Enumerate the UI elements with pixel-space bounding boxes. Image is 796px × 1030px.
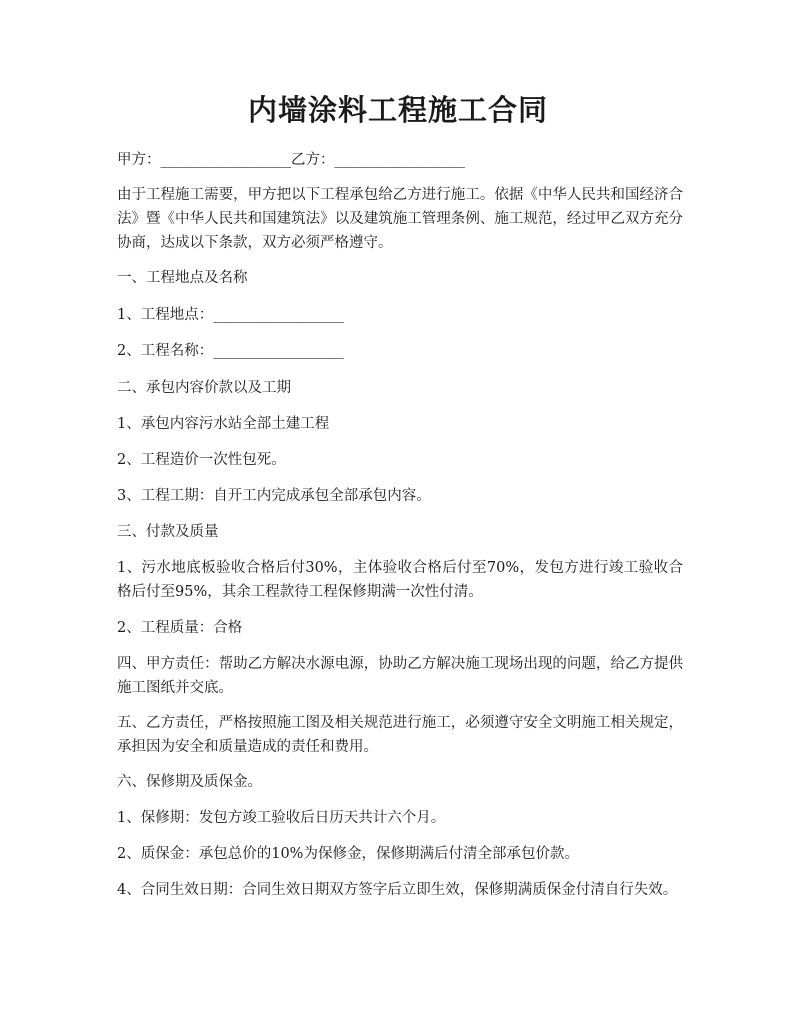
party-b-blank: __________________ (334, 152, 465, 168)
section-6-item-4: 4、合同生效日期：合同生效日期双方签字后立即生效，保修期满质保金付清自行失效。 (117, 882, 678, 898)
section-5-paragraph: 五、乙方责任，严格按照施工图及相关规范进行施工，必须遵守安全文明施工相关规定，承担因为安全和质量造成的责任和费用。 (117, 715, 683, 755)
section-3-heading: 三、付款及质量 (117, 524, 219, 540)
party-a-blank: __________________ (160, 152, 291, 168)
intro-paragraph: 由于工程施工需要，甲方把以下工程承包给乙方进行施工。依据《中华人民共和国经济合法》暨《中华人民共和国建筑法》以及建筑施工管理条例、施工规范，经过甲乙双方充分协商，达成以下条款，双方必须严格遵守。 (117, 187, 683, 251)
section-2-item-3: 3、工程工期：自开工内完成承包全部承包内容。 (117, 488, 431, 504)
section-1-item-1 (117, 303, 683, 327)
section-6-item-2: 2、质保金：承包总价的10%为保修金，保修期满后付清全部承包价款。 (117, 846, 579, 862)
project-name-label: 2、工程名称： (117, 343, 214, 359)
project-name-blank: __________________ (213, 343, 344, 359)
section-3-item-1: 1、污水地底板验收合格后付30%，主体验收合格后付至70%，发包方进行竣工验收合格后付至95%，其余工程款待工程保修期满一次性付清。 (117, 560, 683, 600)
party-b-label: 乙方： (291, 152, 335, 168)
section-6-item-1: 1、保修期：发包方竣工验收后日历天共计六个月。 (117, 810, 446, 826)
project-location-label: 1、工程地点： (117, 307, 214, 323)
document-title: 内墙涂料工程施工合同 (247, 93, 548, 127)
party-a-label: 甲方： (117, 152, 161, 168)
parties-line (117, 148, 683, 172)
section-2-item-2: 2、工程造价一次性包死。 (117, 452, 286, 468)
section-3-item-2: 2、工程质量：合格 (117, 620, 243, 636)
project-location-blank: __________________ (213, 307, 344, 323)
section-1-heading: 一、工程地点及名称 (117, 270, 248, 286)
section-2-item-1: 1、承包内容污水站全部土建工程 (117, 416, 330, 432)
section-1-item-2 (117, 339, 683, 363)
section-4-paragraph: 四、甲方责任：帮助乙方解决水源电源，协助乙方解决施工现场出现的问题，给乙方提供施工图纸并交底。 (117, 656, 683, 696)
section-6-heading: 六、保修期及质保金。 (117, 774, 262, 790)
section-2-heading: 二、承包内容价款以及工期 (117, 380, 291, 396)
